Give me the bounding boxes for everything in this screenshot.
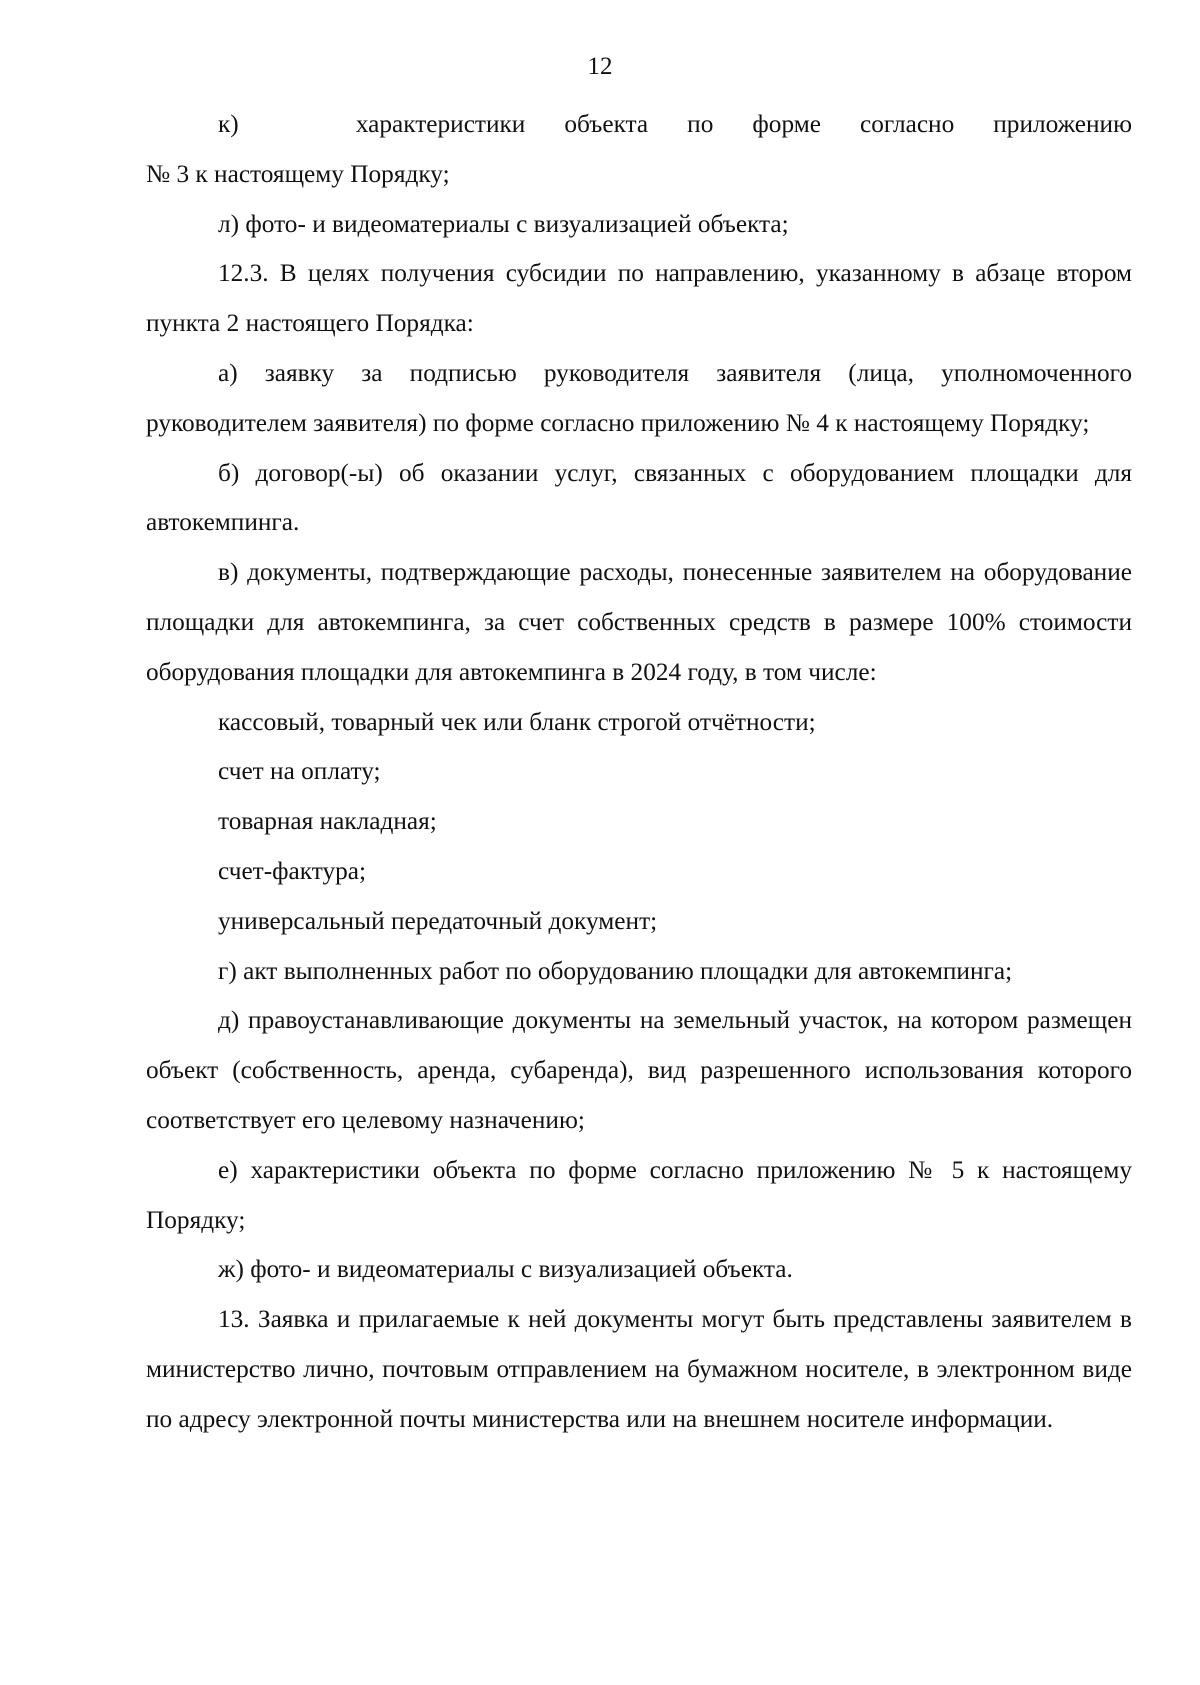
paragraph-b: б) договор(-ы) об оказании услуг, связанных с оборудованием площадки для автокемпинга.: [146, 458, 1132, 537]
paragraph-k-line2: № 3 к настоящему Порядку;: [146, 159, 450, 188]
paragraph-e: е) характеристики объекта по форме согласно приложению № 5 к настоящему Порядку;: [146, 1155, 1132, 1234]
paragraph-d: д) правоустанавливающие документы на земельный участок, на котором размещен объект (собственность, аренда, субаренда), вид разрешенного использования которого соответствует его целевому назначению;: [146, 1006, 1132, 1134]
list-item-receipt: кассовый, товарный чек или бланк строгой отчётности;: [218, 707, 816, 736]
list-item-waybill: товарная накладная;: [218, 807, 437, 836]
list-item-invoice: счет на оплату;: [218, 757, 381, 786]
list-item-transfer-document: универсальный передаточный документ;: [218, 906, 658, 935]
paragraph-12-3: 12.3. В целях получения субсидии по направлению, указанному в абзаце втором пункта 2 настоящего Порядка:: [146, 259, 1132, 338]
document-body: [146, 100, 1132, 1445]
paragraph-zh: ж) фото- и видеоматериалы с визуализацией объекта.: [218, 1255, 793, 1284]
paragraph-k-line1: к) характеристики объекта по форме согласно приложению: [218, 110, 1132, 138]
paragraph-l: л) фото- и видеоматериалы с визуализацией объекта;: [218, 209, 789, 238]
paragraph-13: 13. Заявка и прилагаемые к ней документы могут быть представлены заявителем в министерство лично, почтовым отправлением на бумажном носителе, в электронном виде по адресу электронной почты министерства или на внешнем носителе информации.: [146, 1305, 1132, 1433]
page-number: 12: [587, 53, 613, 80]
paragraph-v: в) документы, подтверждающие расходы, понесенные заявителем на оборудование площадки для автокемпинга, за счет собственных средств в размере 100% стоимости оборудования площадки для автокемпинга в 2024 году, в том числе:: [146, 558, 1132, 686]
paragraph-g: г) акт выполненных работ по оборудованию площадки для автокемпинга;: [218, 956, 1013, 985]
list-item-tax-invoice: счет-фактура;: [218, 856, 367, 885]
paragraph-a: а) заявку за подписью руководителя заявителя (лица, уполномоченного руководителем заявителя) по форме согласно приложению № 4 к настоящему Порядку;: [146, 358, 1132, 437]
